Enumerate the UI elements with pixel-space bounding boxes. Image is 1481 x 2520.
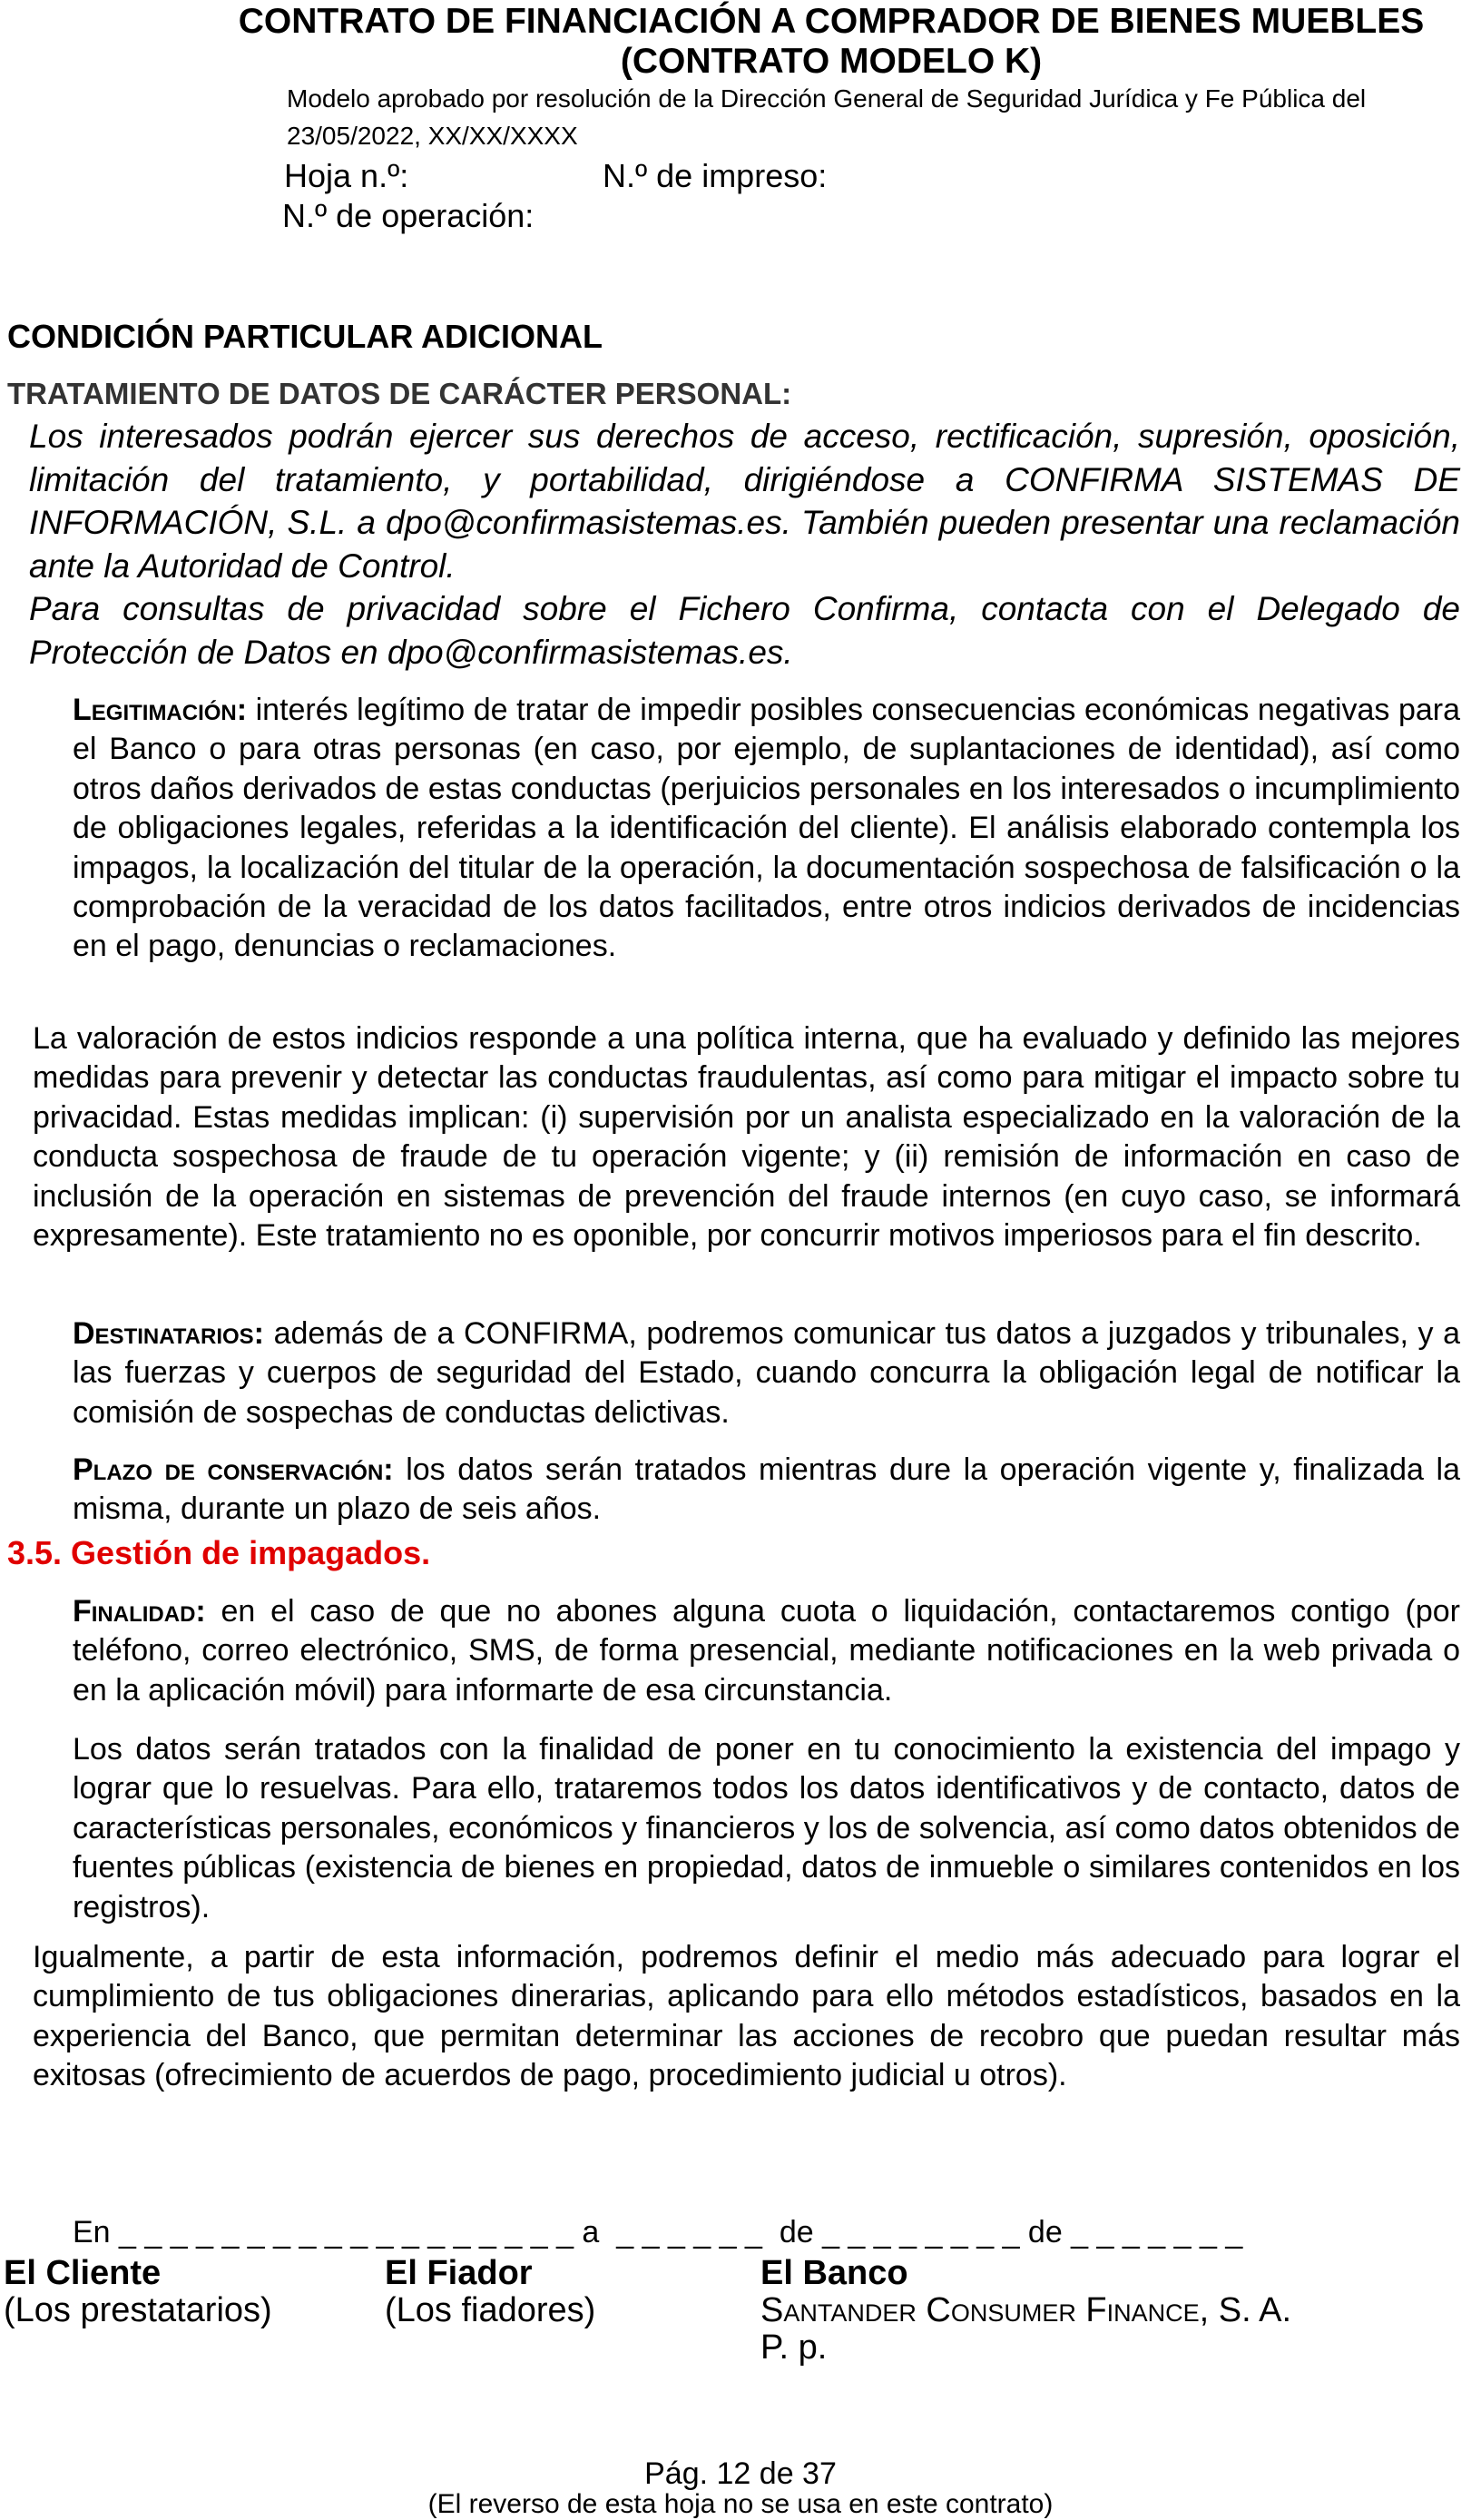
client-signature-block (4, 2255, 272, 2329)
retention-label: Plazo de conservación: (73, 1452, 394, 1487)
document-title (181, 2, 1481, 82)
bank-pp: P. p. (760, 2328, 828, 2367)
unpaid-section-heading: 3.5. Gestión de impagados. (7, 1534, 431, 1571)
bank-suffix: , S. A. (1199, 2291, 1292, 2329)
client-title: El Cliente (4, 2254, 162, 2292)
title-line-2: (CONTRATO MODELO K) (620, 42, 1043, 81)
section-subheading: TRATAMIENTO DE DATOS DE CARÁCTER PERSONAL: (7, 377, 792, 410)
client-subtitle: (Los prestatarios) (4, 2291, 272, 2329)
privacy-contact-paragraph: Para consultas de privacidad sobre el Fichero Confirma, contacta con el Delegado de Protección de Datos en dpo@confirmasistemas.es. (29, 590, 1460, 671)
purpose-label: Finalidad: (73, 1594, 206, 1629)
bank-name: Santander Consumer Finance (760, 2291, 1200, 2329)
retention-text: los datos serán tratados mientras dure la operación vigente y, finalizada la misma, durante un plazo de seis años. (73, 1452, 1460, 1527)
guarantor-title: El Fiador (385, 2254, 533, 2292)
sheet-number-label: Hoja n.º: (284, 157, 409, 194)
legitimacy-paragraph (73, 691, 1460, 967)
section-heading: CONDICIÓN PARTICULAR ADICIONAL (7, 318, 603, 355)
guarantor-subtitle: (Los fiadores) (385, 2291, 596, 2329)
rights-paragraph: Los interesados podrán ejercer sus derechos de acceso, rectificación, supresión, oposición, limitación del tratamiento, y portabilidad, dirigiéndose a CONFIRMA SISTEMAS DE INFORMACIÓN, S.L. a dpo@confirmasistemas.es. También pueden presentar una reclamación ante la Autoridad de Control. (29, 418, 1460, 585)
recipients-label: Destinatarios: (73, 1316, 264, 1351)
bank-signature-block (760, 2255, 1477, 2367)
approval-line-2: 23/05/2022, XX/XX/XXXX (287, 122, 578, 150)
operation-number-label: N.º de operación: (282, 197, 535, 234)
bank-title: El Banco (760, 2254, 908, 2292)
approval-line-1: Modelo aprobado por resolución de la Dirección General de Seguridad Jurídica y Fe Pública del (287, 84, 1367, 113)
purpose-text: en el caso de que no abones alguna cuota o liquidación, contactaremos contigo (por teléfono, correo electrónico, SMS, de forma presencial, mediante notificaciones en la web privada o en la aplicación móvil) para informarte de esa circunstancia. (73, 1594, 1460, 1708)
recipients-text: además de a CONFIRMA, podremos comunicar tus datos a juzgados y tribunales, y a las fuerzas y cuerpos de seguridad del Estado, cuando concurra la obligación legal de notificar la comisión de sospechas de conductas delictivas. (73, 1316, 1460, 1430)
page-number: Pág. 12 de 37 (644, 2456, 837, 2491)
recipients-paragraph (73, 1314, 1460, 1432)
title-line-1: CONTRATO DE FINANCIACIÓN A COMPRADOR DE BIENES MUEBLES (238, 2, 1425, 41)
legitimacy-text: interés legítimo de tratar de impedir posibles consecuencias económicas negativas para el Banco o para otras personas (en caso, por ejemplo, de suplantaciones de identidad), así como otros daños derivados de estas conductas (perjuicios personales en los interesados o incumplimiento de obligaciones legales, referidas a la identificación del cliente). El análisis elaborado contempla los impagos, la localización del titular de la operación, la documentación sospechosa de falsificación o la comprobación de la veracidad de los datos facilitados, entre otros indicios derivados de incidencias en el pago, denuncias o reclamaciones. (73, 693, 1460, 964)
rights-notice (29, 415, 1460, 674)
assessment-paragraph: La valoración de estos indicios responde a una política interna, que ha evaluado y definido las mejores medidas para prevenir y detectar las conductas fraudulentas, así como para mitigar el impacto sobre tu privacidad. Estas medidas implican: (i) supervisión por un analista especializado en la valoración de la conducta sospechosa de fraude de tu operación vigente; y (ii) remisión de información en caso de inclusión de la operación en sistemas de prevención del fraude internos (en cuyo caso, se informará expresamente). Este tratamiento no es oponible, por concurrir motivos imperiosos para el fin descrito. (33, 1021, 1460, 1254)
data-treatment-paragraph: Los datos serán tratados con la finalidad de poner en tu conocimiento la existencia del impago y lograr que lo resuelvas. Para ello, trataremos todos los datos identificativos y de contacto, datos de características personales, económicos y financieros y los de solvencia, así como datos obtenidos de fuentes públicas (existencia de bienes en propiedad, datos de inmueble o similares contenidos en los registros). (73, 1732, 1460, 1924)
place-date-line: En _ _ _ _ _ _ _ _ _ _ _ _ _ _ _ _ _ _ a _ _ _ _ _ _ de _ _ _ _ _ _ _ _ de _ _ _ _ _ _ _ (73, 2215, 1243, 2249)
guarantor-signature-block (385, 2255, 595, 2329)
reverse-note: (El reverso de esta hoja no se usa en este contrato) (427, 2489, 1054, 2519)
collection-paragraph: Igualmente, a partir de esta información, podremos definir el medio más adecuado para lograr el cumplimiento de tus obligaciones dinerarias, aplicando para ello métodos estadísticos, basados en la experiencia del Banco, que permitan determinar las acciones de recobro que puedan resultar más exitosas (ofrecimiento de acuerdos de pago, procedimiento judicial u otros). (33, 1940, 1460, 2093)
legitimacy-label: Legitimación: (73, 693, 248, 727)
retention-paragraph (73, 1451, 1460, 1530)
purpose-paragraph (73, 1592, 1460, 1710)
print-number-label: N.º de impreso: (603, 157, 828, 194)
approval-note (287, 80, 1476, 154)
